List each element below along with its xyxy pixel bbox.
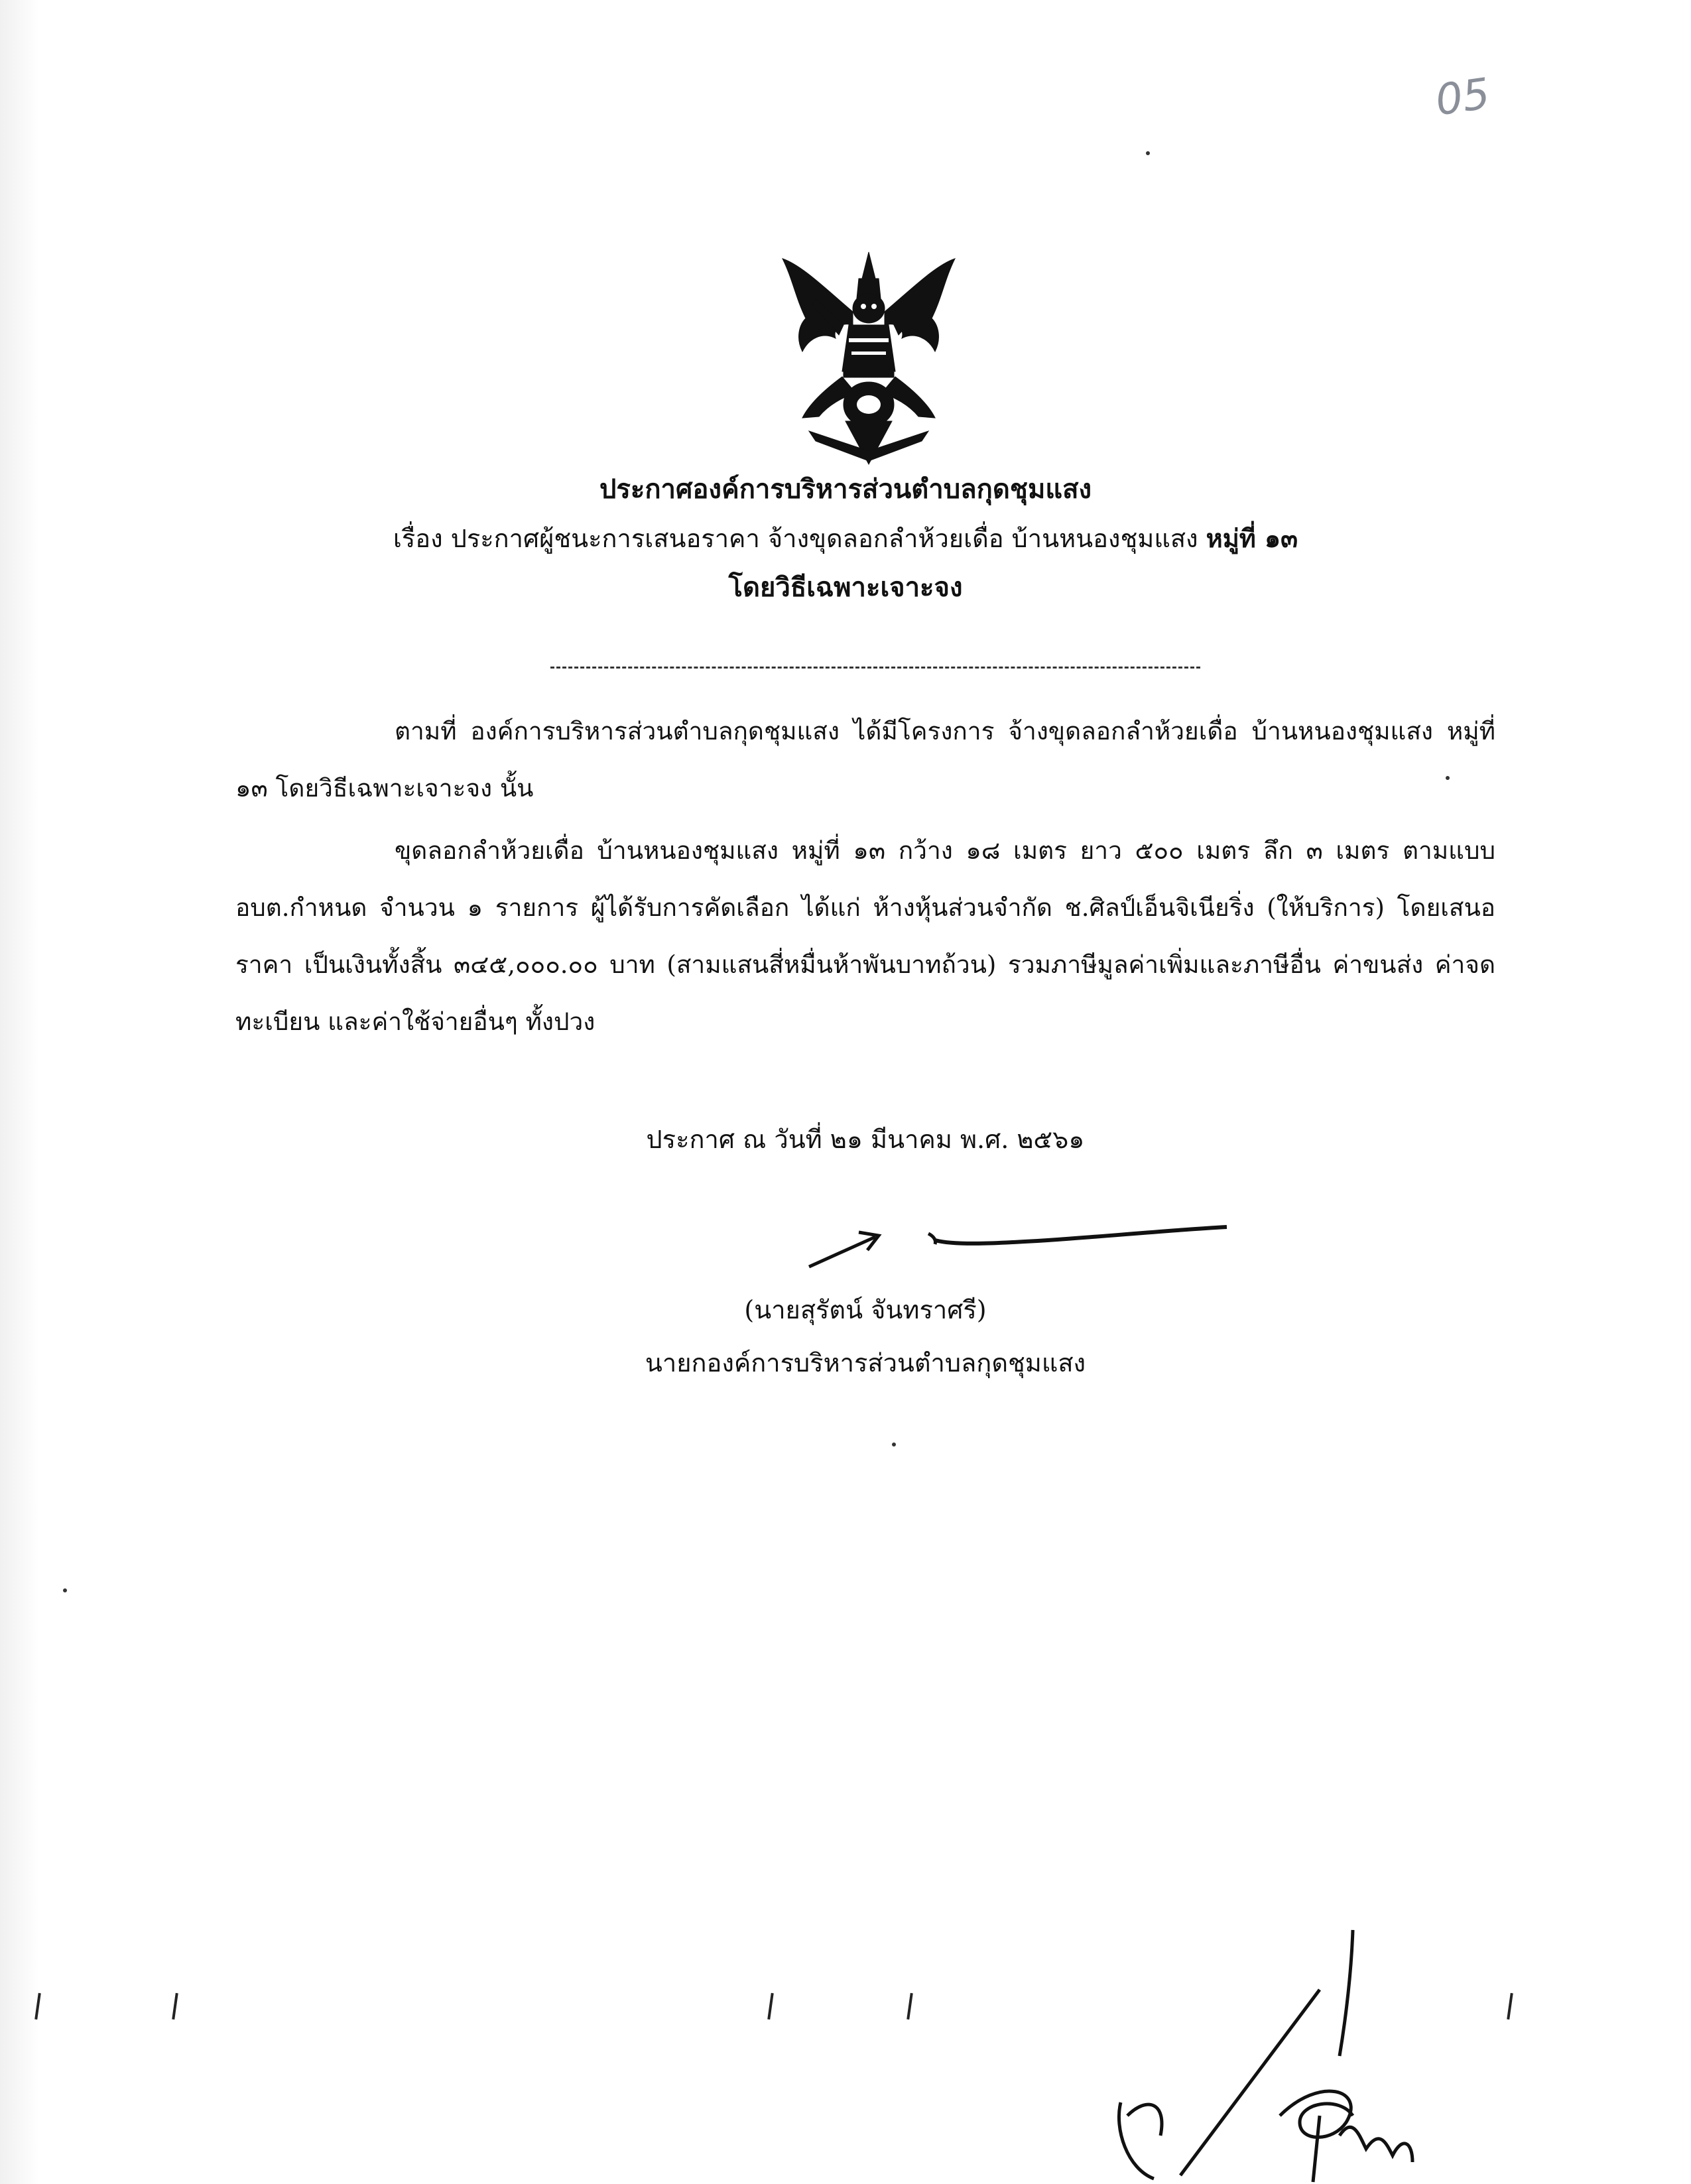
page-number-mark: 05 (1432, 69, 1493, 126)
scan-speck (1146, 151, 1150, 155)
scan-speck (892, 1443, 896, 1446)
body-paragraph-1 (235, 703, 1495, 817)
method-line: โดยวิธีเฉพาะเจาะจง (728, 572, 963, 603)
scan-speck (1446, 776, 1450, 780)
scan-speck (63, 1588, 67, 1592)
handwritten-initials (1101, 1917, 1472, 2184)
subject-prefix: เรื่อง ประกาศผู้ชนะการเสนอราคา จ้างขุดลอกลำห้วยเดื่อ บ้านหนองชุมแสง (393, 524, 1198, 553)
subject-line (0, 520, 1691, 557)
subject-village-number: หมู่ที่ ๑๓ (1206, 523, 1298, 553)
garuda-emblem-icon (769, 239, 968, 478)
signer-block (0, 1287, 1691, 1393)
signer-position: นายกองค์การบริหารส่วนตำบลกุดชุมแสง (645, 1348, 1086, 1378)
signature-stroke (796, 1214, 1233, 1287)
paragraph-2-text: ขุดลอกลำห้วยเดื่อ บ้านหนองชุมแสง หมู่ที่ ๑๓ กว้าง ๑๘ เมตร ยาว ๕๐๐ เมตร ลึก ๓ เมตร ตามแบบ อบต.กำหนด จำนวน ๑ รายการ ผู้ได้รับการคัดเลือก ได้แก่ ห้างหุ้นส่วนจำกัด ช.ศิลป์เอ็นจิเนียริ่ง (ให้บริการ) โดยเสนอราคา เป็นเงินทั้งสิ้น ๓๔๕,๐๐๐.๐๐ บาท (สามแสนสี่หมื่นห้าพันบาทถ้วน) รวมภาษีมูลค่าเพิ่มและภาษีอื่น ค่าขนส่ง ค่าจดทะเบียน และค่าใช้จ่ายอื่นๆ ทั้งปวง (235, 836, 1495, 1036)
paragraph-1-text: ตามที่ องค์การบริหารส่วนตำบลกุดชุมแสง ได้มีโครงการ จ้างขุดลอกลำห้วยเดื่อ บ้านหนองชุมแสง หมู่ที่ ๑๓ โดยวิธีเฉพาะเจาะจง นั้น (235, 717, 1495, 803)
title-divider (550, 667, 1200, 669)
announcement-title-block (0, 471, 1691, 618)
announcement-date: ประกาศ ณ วันที่ ๒๑ มีนาคม พ.ศ. ๒๕๖๑ (646, 1125, 1085, 1154)
org-title: ประกาศองค์การบริหารส่วนตำบลกุดชุมแสง (599, 474, 1092, 505)
signer-name: (นายสุรัตน์ จันทราศรี) (744, 1295, 987, 1324)
body-paragraph-2 (235, 822, 1495, 1051)
scan-edge-shadow (0, 0, 40, 2184)
